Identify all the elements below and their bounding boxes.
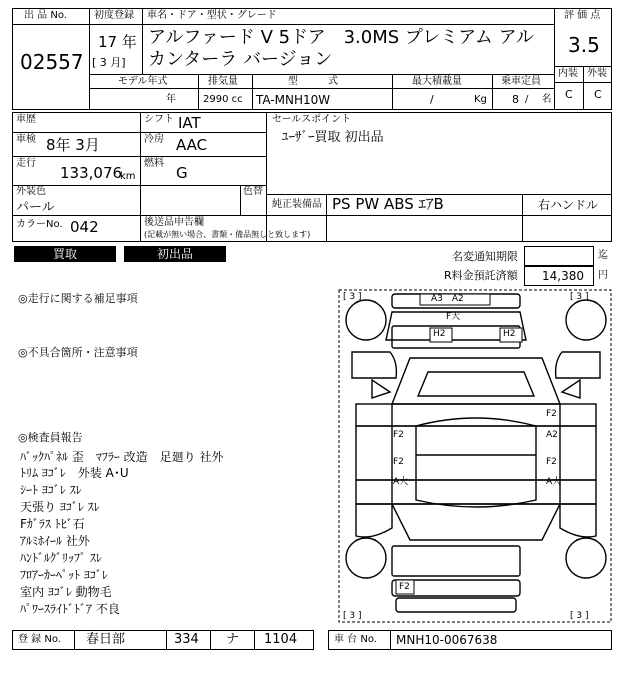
distance-unit: km (120, 171, 136, 182)
h2-left-mark: H2 (433, 329, 446, 339)
capacity-label: 乗車定員 (501, 76, 541, 87)
defects-label: ◎不具合箇所・注意事項 (18, 346, 138, 359)
left-side-mark-2: F2 (393, 457, 404, 467)
color-no-label: カラーNo. (16, 219, 63, 230)
badge-purchase: 買取 (14, 246, 116, 262)
inspector-report-line: 天張り ﾖｺﾞﾚ ｽﾚ (20, 500, 100, 514)
recycle-label: R料金預託済額 (444, 269, 518, 282)
left-side-mark-3: A大 (393, 477, 409, 487)
corner-label-tl: [ 3 ] (343, 292, 362, 302)
right-side-mark-1: F2 (546, 409, 557, 419)
rule (74, 630, 75, 650)
first-reg-month: [ 3 月] (92, 56, 126, 69)
corner-label-tr: [ 3 ] (570, 292, 589, 302)
corner-label-br: [ 3 ] (570, 611, 589, 621)
exterior-color-value: パール (16, 200, 55, 215)
sales-point-label: セールスポイント (272, 114, 352, 125)
history-label: 車歴 (16, 114, 36, 125)
first-reg-year: 17 年 (98, 33, 137, 51)
equipment-label: 純正装備品 (272, 199, 322, 210)
inspector-report-line: ｱﾙﾐﾎｲｰﾙ 社外 (20, 534, 90, 548)
rule (166, 630, 167, 650)
ac-label: 冷房 (144, 134, 164, 145)
inspector-report-line: ﾌﾛｱｰｶｰﾍﾟｯﾄ ﾖｺﾞﾚ (20, 568, 108, 582)
aftermarket-label: 後送品申告欄 (144, 217, 204, 228)
handle-value: 右ハンドル (538, 198, 599, 212)
right-side-mark-2: A2 (546, 430, 558, 440)
lot-label: 出 品 No. (24, 10, 67, 21)
fuel-label: 燃料 (144, 158, 164, 169)
displacement-value: 2990 cc (203, 94, 243, 105)
shift-value: IAT (178, 114, 201, 132)
score-label: 評 価 点 (564, 10, 601, 21)
inspector-report-line: ﾊﾟﾜｰｽﾗｲﾄﾞﾄﾞｱ 不良 (20, 602, 120, 616)
driving-notes-label: ◎走行に関する補足事項 (18, 292, 138, 305)
vehicle-name: アルファード V 5ドア 3.0MS プレミアム アルカンターラ バージョン (148, 27, 534, 70)
rule (210, 630, 211, 650)
left-side-mark-1: F2 (393, 430, 404, 440)
inspector-report-line: ﾊﾞｯｸﾊﾟﾈﾙ 歪 ﾏﾌﾗｰ 改造 足廻り 社外 (20, 450, 224, 464)
corner-label-bl: [ 3 ] (343, 611, 362, 621)
badge-first-listing: 初出品 (124, 246, 226, 262)
capacity-unit: / 名 (525, 94, 552, 105)
first-reg-label: 初度登録 (94, 10, 134, 21)
reg-class: 334 (174, 632, 199, 647)
inspector-label: ◎検査員報告 (18, 431, 83, 444)
rule (390, 630, 391, 650)
recycle-value: 14,380 (542, 269, 584, 283)
fuel-value: G (176, 164, 188, 182)
reg-label: 登 録 No. (18, 634, 61, 645)
recycle-unit: 円 (598, 270, 608, 281)
rule (254, 630, 255, 650)
h2-right-mark: H2 (503, 329, 516, 339)
capacity-value: 8 (512, 93, 519, 106)
exterior-grade: C (594, 88, 602, 101)
displacement-label: 排気量 (208, 76, 238, 87)
reg-number: 1104 (264, 632, 298, 647)
vehicle-label: 車名・ドア・型状・グレード (147, 10, 277, 21)
model-year-value: 年 (166, 94, 176, 105)
type-label: 型 式 (288, 76, 338, 87)
max-load-label: 最大積載量 (412, 76, 462, 87)
inspector-report-line: Fｶﾞﾗｽ ﾄﾋﾞ石 (20, 517, 85, 531)
lot-number: 02557 (20, 50, 84, 74)
inspector-report-line: 室内 ﾖｺﾞﾚ 動物毛 (20, 585, 112, 599)
max-load-value: / (430, 93, 434, 106)
equipment-value: PS PW ABS ｴｱB (332, 195, 444, 213)
max-load-unit: Kg (474, 94, 487, 105)
inspector-report-line: ｼｰﾄ ﾖｺﾞﾚ ｽﾚ (20, 483, 82, 497)
inspector-report-line: ﾊﾝﾄﾞﾙｸﾞﾘｯﾌﾟ ｽﾚ (20, 551, 102, 565)
rear-mark: F2 (399, 582, 410, 592)
shift-label: シフト (144, 114, 174, 125)
distance-label: 走行 (16, 158, 36, 169)
exterior-color-label: 外装色 (16, 186, 46, 197)
name-change-unit: 迄 (598, 250, 608, 261)
sales-point-value: ﾕｰｻﾞｰ買取 初出品 (282, 130, 384, 145)
inspector-report-line: ﾄﾘﾑ ﾖｺﾞﾚ 外装 A･U (20, 466, 129, 480)
type-value: TA-MNH10W (256, 93, 331, 107)
chassis-value: MNH10-0067638 (396, 633, 498, 647)
reg-place: 春日部 (86, 632, 126, 647)
chassis-label: 車 台 No. (334, 634, 377, 645)
name-change-label: 名変通知期限 (452, 250, 518, 263)
right-side-mark-4: A大 (546, 477, 562, 487)
score-value: 3.5 (568, 33, 600, 57)
interior-grade: C (565, 88, 573, 101)
front-marks: A3 A2 (431, 294, 464, 304)
recolor-label: 色替 (243, 186, 263, 197)
interior-label: 内装 (558, 68, 578, 79)
hood-mark: F大 (446, 312, 461, 322)
inspection-value: 8年 3月 (46, 136, 100, 154)
aftermarket-note: (記載が無い場合、書類・備品無しと致します) (144, 230, 311, 239)
distance-value: 133,076 (60, 164, 123, 182)
right-side-mark-3: F2 (546, 457, 557, 467)
ac-value: AAC (176, 136, 208, 154)
inspection-label: 車検 (16, 134, 36, 145)
model-year-label: モデル年式 (118, 76, 168, 87)
exterior-label: 外装 (587, 68, 607, 79)
reg-kana: ナ (226, 632, 240, 647)
color-no-value: 042 (70, 218, 99, 236)
